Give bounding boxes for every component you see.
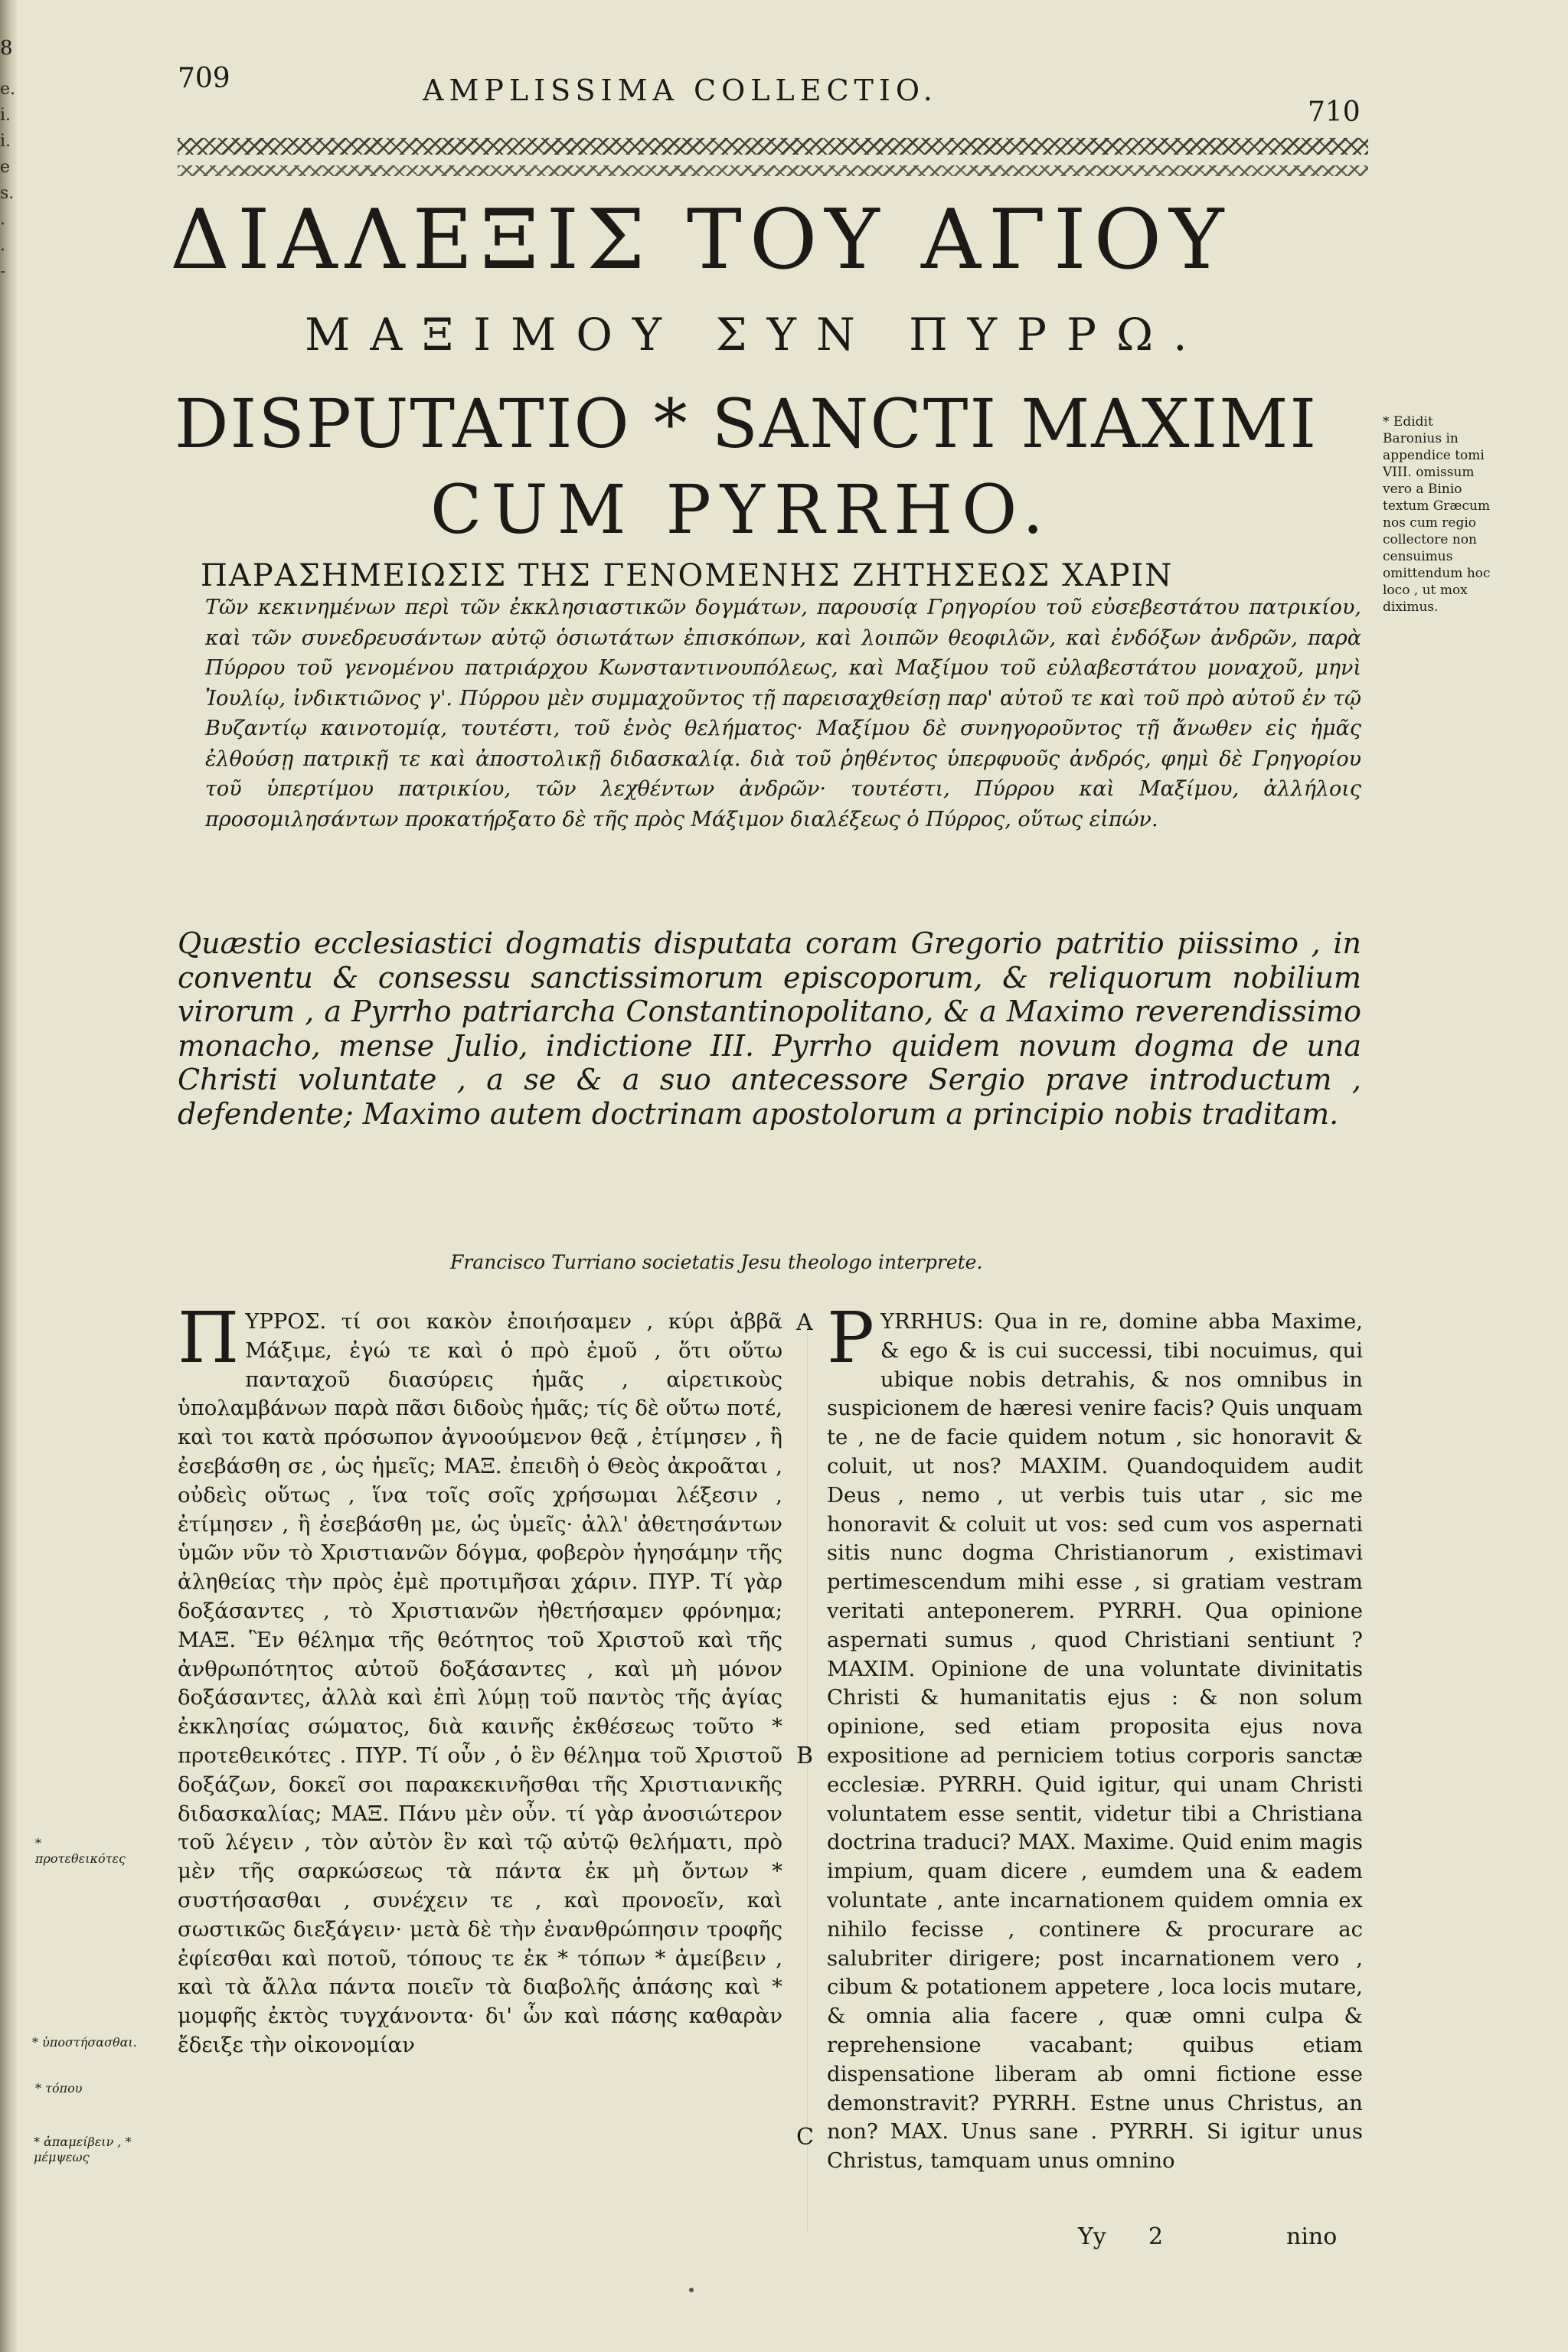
section-letter-b: B xyxy=(796,1743,814,1769)
section-letter-a: A xyxy=(796,1309,813,1336)
edge-letter: . xyxy=(0,210,5,229)
footnote-4: * ἀπαμείβειν , * μέμψεως xyxy=(34,2135,132,2164)
ornamental-rule-second xyxy=(178,165,1368,176)
edge-letter: i. xyxy=(0,132,11,151)
footnote-2: * ὑποστήσασθαι. xyxy=(32,2035,137,2050)
greek-column-text: ΥΡΡΟΣ. τί σοι κακὸν ἐποιήσαμεν , κύρι ἀββᾶ Μάξιμε, ἐγώ τε καὶ ὁ πρὸ ἐμοῦ , ὅτι οὕτω πανταχοῦ διασύρεις ἡμᾶς , αἱρετικοὺς ὑπολαμβάνων παρὰ πᾶσι διδοὺς ἡμᾶς; τίς δὲ οὕτω ποτέ, καὶ τοι κατὰ πρόσωπον ἀγνοούμενον θεᾷ , ἐτίμησεν , ἢ ἐσεβάσθη σε , ὡς ἡμεῖς; ΜΑΞ. ἐπειδὴ ὁ Θεὸς ἀκροᾶται , οὐδεὶς οὕτως , ἵνα τοῖς σοῖς χρήσωμαι λέξεσιν , ἐτίμησεν , ἢ ἐσεβάσθη με, ὡς ὑμεῖς· ἀλλ' ἀθετησάντων ὑμῶν νῦν τὸ Χριστιανῶν δόγμα, φοβερὸν ἡγησάμην τῆς ἀληθείας τὴν πρὸς ἐμὲ προτιμῆσαι χάριν. ΠΥΡ. Τί γὰρ δοξάσαντες , τὸ Χριστιανῶν ἠθετήσαμεν φρόνημα; ΜΑΞ. Ἓν θέλημα τῆς θεότητος τοῦ Χριστοῦ καὶ τῆς ἀνθρωπότητος αὐτοῦ δοξάσαντες , καὶ μὴ μόνον δοξάσαντες, ἀλλὰ καὶ ἐπὶ λύμῃ τοῦ παντὸς τῆς ἁγίας ἐκκλησίας σώματος, διὰ καινῆς ἐκθέσεως τοῦτο * προτεθεικότες . ΠΥΡ. Τί οὖν , ὁ ἓν θέλημα τοῦ Χριστοῦ δοξάζων, δοκεῖ σοι παρακεκινῆσθαι τῆς Χριστιανικῆς διδασκαλίας; ΜΑΞ. Πάνυ μὲν οὖν. τί γὰρ ἀνοσιώτερον τοῦ λέγειν , τὸν αὐτὸν ἓν καὶ τῷ αὐτῷ θελήματι, πρὸ μὲν τῆς σαρκώσεως τὰ πάντα ἐκ μὴ ὄντων * συστήσασθαι , συνέχειν τε , καὶ προνοεῖν, καὶ σωστικῶς διεξάγειν· μετὰ δὲ τὴν ἐνανθρώπησιν τροφῆς ἐφίεσθαι καὶ ποτοῦ, τόπους τε ἐκ * τόπων * ἀμείβειν , καὶ τὰ ἄλλα πάντα ποιεῖν τὰ διαβολῆς ἁπάσης καὶ * μομφῆς ἐκτὸς τυγχάνοντα· δι' ὧν καὶ πάσης καθαρὰν ἔδειξε τὴν οἰκονομίαν xyxy=(178,1309,782,2057)
section-letter-c: C xyxy=(796,2124,814,2151)
greek-title: ΔΙΑΛΕΞΙΣ ΤΟΥ ΑΓΙΟΥ xyxy=(170,192,1232,288)
edge-letter: s. xyxy=(0,184,15,203)
footnote-3: * τόπου xyxy=(35,2081,83,2096)
edge-letter: i. xyxy=(0,106,11,125)
edge-letter: e xyxy=(0,158,11,177)
latin-column-text: YRRHUS: Qua in re, domine abba Maxime, & ego & is cui successi, tibi nocuimus, qui ubique nobis detrahis, & nos omnibus in suspicionem de hæresi venire facis? Quis unquam te , ne de facie quidem notum , sic honoravit & coluit, ut nos? MAXIM. Quandoquidem audit Deus , nemo , ut verbis tuis utar , sic me honoravit & coluit ut vos: sed cum vos aspernati sitis nunc dogma Christianorum , existimavi pertimescendum mihi esse , si gratiam vestram veritati anteponerem. PYRRH. Qua opinione aspernati sumus , quod Christiani sentiunt ? MAXIM. Opinione de una voluntate divinitatis Christi & humanitatis ejus : & non solum opinione, sed etiam proposita ejus nova expositione ad perniciem totius corporis sanctæ ecclesiæ. PYRRH. Quid igitur, qui unam Christi voluntatem esse sentit, videtur tibi a Christiana doctrina traduci? MAX. Maxime. Quid enim magis impium, quam dicere , eumdem una & eadem voluntate , ante incarnationem quidem omnia ex nihilo fecisse , continere & procurare ac salubriter dirigere; post incarnationem vero , cibum & potationem appetere , loca locis mutare, & omnia alia facere , quæ omni culpa & reprehensione vacabant; quibus etiam dispensatione liberam ab omni fictione esse demonstravit? PYRRH. Estne unus Christus, an non? MAX. Unus sane . PYRRH. Si igitur unus Christus, tamquam unus omnino xyxy=(827,1309,1363,2174)
greek-intro-text: Τῶν κεκινημένων περὶ τῶν ἐκκλησιαστικῶν δογμάτων, παρουσίᾳ Γρηγορίου τοῦ εὐσεβεστάτου πατρικίου, καὶ τῶν συνεδρευσάντων αὐτῷ ὁσιωτάτων ἐπισκόπων, καὶ λοιπῶν θεοφιλῶν, καὶ ἐνδόξων ἀνδρῶν, παρὰ Πύρρου τοῦ γενομένου πατριάρχου Κωνσταντινουπόλεως, καὶ Μαξίμου τοῦ εὐλαβεστάτου μοναχοῦ, μηνὶ Ἰουλίῳ, ἰνδικτιῶνος γ'. Πύρρου μὲν συμμαχοῦντος τῇ παρεισαχθείσῃ παρ' αὐτοῦ τε καὶ τοῦ πρὸ αὐτοῦ ἐν τῷ Βυζαντίῳ καινοτομίᾳ, τουτέστι, τοῦ ἑνὸς θελήματος· Μαξίμου δὲ συνηγοροῦντος τῇ ἄνωθεν εἰς ἡμᾶς ἐλθούσῃ πατρικῇ τε καὶ ἀποστολικῇ διδασκαλίᾳ. διὰ τοῦ ῥηθέντος ὑπερφυοῦς ἀνδρός, φημὶ δὲ Γρηγορίου τοῦ ὑπερτίμου πατρικίου, τῶν λεχθέντων ἀνδρῶν· τουτέστι, Πύρρου καὶ Μαξίμου, ἀλλήλοις προσομιλησάντων προκατήρξατο δὲ τῆς πρὸς Μάξιμον διαλέξεως ὁ Πύρρος, οὕτως εἰπών. xyxy=(205,596,1361,831)
greek-column xyxy=(178,1297,782,2060)
page-speck xyxy=(689,2288,694,2292)
left-column-number: 709 xyxy=(178,63,230,94)
latin-dropcap: P xyxy=(827,1297,874,1379)
latin-column xyxy=(827,1297,1363,2176)
edge-letter: - xyxy=(0,262,6,281)
translator-credit: Francisco Turriano societatis Jesu theologo interprete. xyxy=(450,1251,983,1273)
latin-summary: Quæstio ecclesiastici dogmatis disputata coram Gregorio patritio piissimo , in conventu & consessu sanctissimorum episcoporum, & reliquorum nobilium virorum , a Pyrrho patriarcha Constantinopolitano, & a Maximo reverendissimo monacho, mense Julio, indictione III. Pyrrho quidem novum dogma de una Christi voluntate , a se & a suo antecessore Sergio prave introductum , defendente; Maximo autem doctrinam apostolorum a principio nobis traditam. xyxy=(178,926,1361,1131)
previous-page-edge xyxy=(0,77,17,285)
right-column-number: 710 xyxy=(1308,96,1361,128)
signature-mark: Yy xyxy=(1078,2223,1106,2250)
greek-subtitle: ΜΑΞΙΜΟΥ ΣΥΝ ΠΥΡΡΩ. xyxy=(305,309,1207,361)
running-title: AMPLISSIMA COLLECTIO. xyxy=(423,74,938,107)
latin-subtitle: CUM PYRRHO. xyxy=(430,470,1054,549)
greek-intro-heading: ΠΑΡΑΣΗΜΕΙΩΣΙΣ ΤΗΣ ΓΕΝΟΜΕΝΗΣ ΖΗΤΗΣΕΩΣ ΧΑΡΙΝ xyxy=(201,558,1174,593)
greek-dropcap: Π xyxy=(178,1297,240,1379)
binding-gutter xyxy=(0,0,17,2352)
ornamental-rule-top xyxy=(178,138,1368,155)
footnote-1: * προτεθεικότες xyxy=(35,1836,126,1866)
edge-letter: . xyxy=(0,236,5,255)
column-divider xyxy=(807,1313,808,2232)
signature-number: 2 xyxy=(1148,2223,1164,2250)
marginal-note: * Edidit Baronius in appendice tomi VIII. omissum vero a Binio textum Græcum nos cum regio collectore non censuimus omittendum hoc loco , ut mox diximus. xyxy=(1383,414,1491,615)
latin-title: DISPUTATIO * SANCTI MAXIMI xyxy=(175,384,1318,463)
catchword: nino xyxy=(1286,2223,1338,2250)
edge-letter: e. xyxy=(0,80,16,99)
previous-page-number: 8 xyxy=(0,37,13,60)
